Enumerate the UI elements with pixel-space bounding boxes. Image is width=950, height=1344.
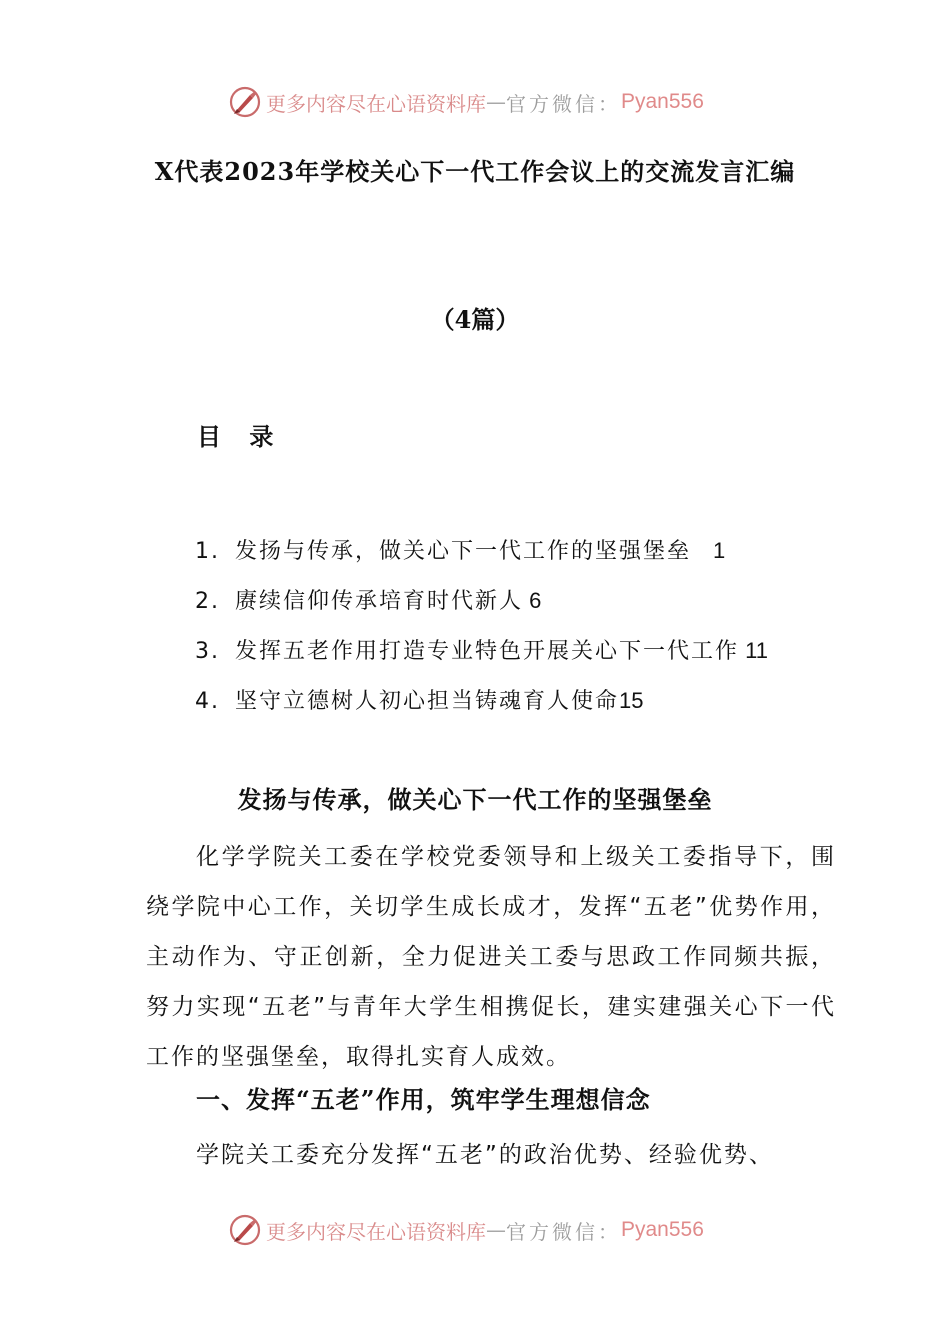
toc-item-text: 赓续信仰传承培育时代新人 — [235, 589, 524, 614]
watermark-bottom — [228, 1212, 704, 1248]
toc-item-page: 1 — [691, 538, 726, 563]
toc-item-1[interactable] — [195, 533, 768, 583]
watermark-separator: — — [486, 90, 506, 114]
pen-nib-logo-icon — [228, 1213, 262, 1247]
toc-item-number: 1. — [195, 539, 220, 564]
toc-item-text: 坚守立德树人初心担当铸魂育人使命 — [235, 689, 620, 714]
toc-item-3[interactable] — [195, 633, 768, 683]
document-title: X代表2023年学校关心下一代工作会议上的交流发言汇编 — [154, 157, 796, 186]
sub-heading-1: 一、发挥“五老”作用，筑牢学生理想信念 — [196, 1085, 651, 1114]
toc-item-page: 6 — [523, 588, 542, 613]
toc-item-2[interactable] — [195, 583, 768, 633]
toc-item-number: 3. — [195, 639, 220, 664]
toc-item-text: 发挥五老作用打造专业特色开展关心下一代工作 — [235, 639, 740, 664]
toc-item-number: 4. — [195, 689, 220, 714]
body-paragraph-1: 化学学院关工委在学校党委领导和上级关工委指导下，围绕学院中心工作，关切学生成长成才，发挥“五老”优势作用，主动作为、守正创新，全力促进关工委与思政工作同频共振，努力实现“五老”与青年大学生相携促长，建实建强关心下一代工作的坚强堡垒，取得扎实育人成效。 — [146, 844, 836, 1070]
body-paragraph-2: 学院关工委充分发挥“五老”的政治优势、经验优势、 — [196, 1142, 774, 1168]
toc-item-number: 2. — [195, 589, 220, 614]
watermark-wechat-id: Pyan556 — [621, 1218, 704, 1241]
toc-item-page: 11 — [739, 638, 768, 663]
toc-item-text: 发扬与传承，做关心下一代工作的坚强堡垒 — [235, 539, 692, 564]
watermark-wechat-id: Pyan556 — [621, 90, 704, 113]
watermark-brand: 更多内容尽在心语资料库 — [266, 1219, 486, 1244]
document-subtitle: （4篇） — [430, 305, 520, 334]
watermark-wechat-label: 官方微信： — [506, 91, 621, 116]
toc-heading: 目 录 — [197, 422, 284, 451]
watermark-brand: 更多内容尽在心语资料库 — [266, 91, 486, 116]
watermark-top — [228, 84, 704, 120]
watermark-separator: — — [486, 1218, 506, 1242]
section-title: 发扬与传承，做关心下一代工作的坚强堡垒 — [237, 785, 713, 814]
watermark-wechat-label: 官方微信： — [506, 1219, 621, 1244]
pen-nib-logo-icon — [228, 85, 262, 119]
toc-item-4[interactable] — [195, 683, 768, 733]
table-of-contents — [195, 533, 768, 733]
toc-item-page: 15 — [619, 688, 644, 713]
